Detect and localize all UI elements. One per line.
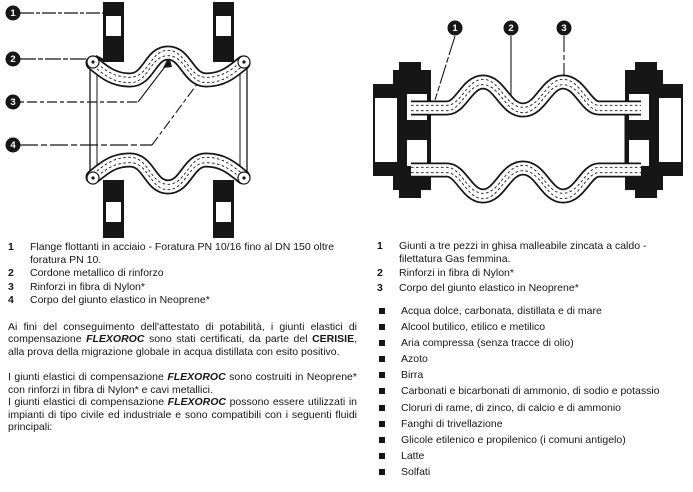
union-fitting-left — [373, 62, 431, 198]
part-description: Corpo del giunto elastico in Neoprene* — [399, 281, 579, 294]
rubber-band-top — [411, 79, 641, 112]
body-paragraphs — [8, 321, 357, 434]
part-item — [8, 241, 357, 266]
square-bullet-icon — [379, 421, 385, 427]
flange-bottom-left-bolt-hole — [106, 202, 121, 222]
part-item — [377, 282, 691, 295]
part-item — [377, 267, 691, 280]
flange-top-right-bolt-hole — [216, 16, 231, 36]
fluid-item — [377, 419, 691, 431]
part-item — [377, 240, 691, 265]
part-number: 4 — [8, 294, 14, 306]
part-number: 1 — [377, 240, 383, 252]
fluid-label: Aria compressa (senza tracce di olio) — [401, 337, 574, 350]
fluid-label: Azoto — [401, 353, 428, 366]
fluid-label: Alcool butilico, etilico e metilico — [401, 321, 546, 334]
fluid-item — [377, 467, 691, 479]
fluid-item — [377, 306, 691, 318]
callout-r1-label: 1 — [452, 23, 458, 34]
part-item — [8, 281, 357, 294]
fluid-label: Cloruri di rame, di zinco, di calcio e di ammonio — [401, 401, 622, 414]
part-description: Flange flottanti in acciaio - Foratura PN 10/16 fino al DN 150 oltre foratura PN 10. — [30, 241, 335, 266]
callout-2-label: 2 — [10, 54, 16, 65]
callout-r3 — [557, 21, 572, 36]
part-number: 1 — [8, 241, 14, 253]
callout-r1 — [448, 21, 463, 36]
fluid-label: Glicole etilenico e propilenico (i comuni antigelo) — [401, 433, 626, 446]
callout-1-label: 1 — [10, 8, 16, 19]
square-bullet-icon — [379, 340, 385, 346]
fluid-item — [377, 354, 691, 366]
compatible-fluids-list — [377, 306, 691, 478]
part-item — [8, 267, 357, 280]
callout-r2-label: 2 — [508, 23, 514, 34]
fluid-item — [377, 338, 691, 350]
rubber-band-bottom — [411, 165, 641, 198]
flange-bottom-right-bolt-hole — [216, 202, 231, 222]
square-bullet-icon — [379, 453, 385, 459]
threaded-joint-diagram — [363, 8, 693, 236]
callout-3-label: 3 — [10, 97, 16, 108]
part-number: 2 — [8, 267, 14, 279]
square-bullet-icon — [379, 356, 385, 362]
callout-2 — [6, 52, 21, 67]
fluid-item — [377, 435, 691, 447]
flanged-joint-diagram — [0, 0, 360, 240]
callout-r3-label: 3 — [561, 23, 567, 34]
square-bullet-icon — [379, 308, 385, 314]
square-bullet-icon — [379, 388, 385, 394]
fluid-item — [377, 322, 691, 334]
part-description: Rinforzi in fibra di Nylon* — [399, 267, 514, 279]
fluid-item — [377, 370, 691, 382]
callout-r2 — [504, 21, 519, 36]
part-item — [8, 294, 357, 307]
left-text-column — [8, 241, 357, 434]
fluid-item — [377, 451, 691, 463]
paragraph-construction: I giunti elastici di compensazione FLEXOROC sono costruiti in Neoprene* con rinforzi in fibra di Nylon* e cavi metallici. — [8, 371, 357, 396]
fluid-item — [377, 386, 691, 398]
part-number: 3 — [8, 280, 14, 293]
fluid-label: Solfati — [401, 465, 431, 478]
fluid-item — [377, 403, 691, 415]
part-description: Giunti a tre pezzi in ghisa malleabile zincata a caldo - filettatura Gas femmina. — [399, 240, 647, 265]
part-number: 2 — [377, 267, 383, 279]
leader-line-r1 — [435, 36, 455, 100]
paragraph-certification: Ai fini del conseguimento dell'attestato di potabilità, i giunti elastici di compensazione FLEXOROC sono stati certificati, da parte del CERISIE, alla prova della migrazione globale in acqua distillata con esito positivo. — [8, 320, 357, 358]
part-description: Corpo del giunto elastico in Neoprene* — [30, 294, 210, 306]
square-bullet-icon — [379, 469, 385, 475]
part-description: Cordone metallico di rinforzo — [30, 267, 164, 279]
fluid-label: Fanghi di trivellazione — [401, 417, 503, 430]
square-bullet-icon — [379, 405, 385, 411]
left-parts-list — [8, 241, 357, 307]
square-bullet-icon — [379, 437, 385, 443]
square-bullet-icon — [379, 324, 385, 330]
fluid-label: Birra — [401, 369, 424, 382]
callout-3 — [6, 95, 21, 110]
callout-4-label: 4 — [10, 140, 16, 151]
right-text-column — [377, 240, 691, 483]
right-parts-list — [377, 240, 691, 294]
fluid-label: Carbonati e bicarbonati di ammonio, di sodio e potassio — [401, 385, 660, 398]
paragraph-applications: I giunti elastici di compensazione FLEXOROC possono essere utilizzati in impianti di tipo civile ed industriale e sono compatibili con i seguenti fluidi principali: — [8, 396, 357, 433]
flange-top-left-bolt-hole — [106, 16, 121, 36]
square-bullet-icon — [379, 372, 385, 378]
fluid-label: Latte — [401, 449, 425, 462]
part-number: 3 — [377, 281, 383, 294]
callout-1 — [6, 6, 21, 21]
union-fitting-right — [625, 62, 683, 198]
part-description: Rinforzi in fibra di Nylon* — [30, 280, 145, 293]
fluid-label: Acqua dolce, carbonata, distillata e di mare — [401, 305, 602, 317]
callout-4 — [6, 138, 21, 153]
